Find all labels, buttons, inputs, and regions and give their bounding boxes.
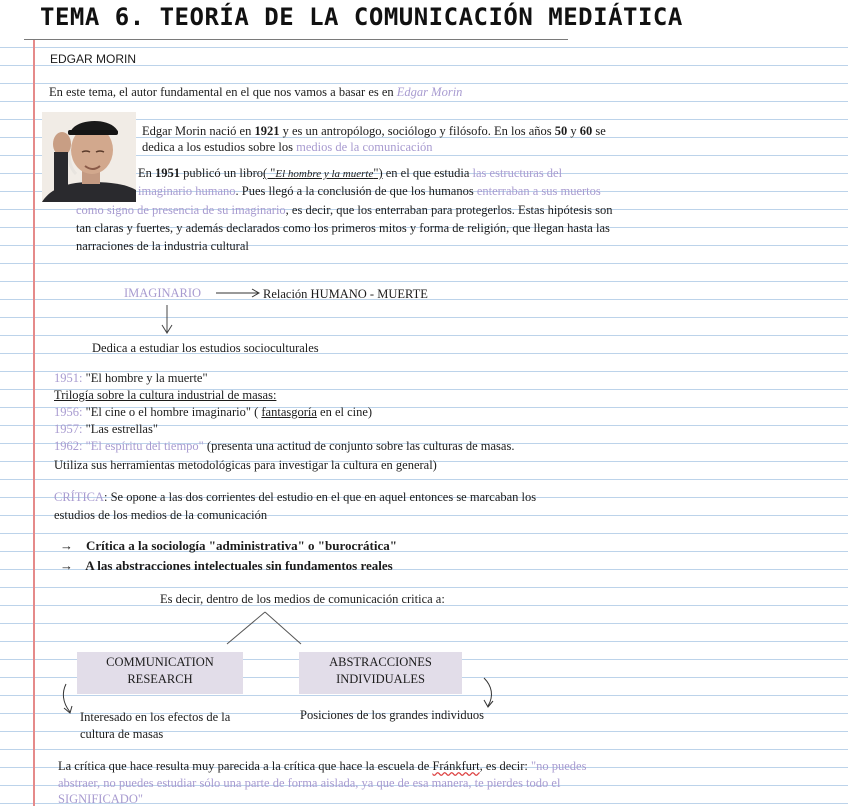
section-heading: EDGAR MORIN [50,52,137,66]
highlight-estructuras: las estructuras del [472,166,563,180]
bio-text: Edgar Morin nació en [142,124,252,138]
highlight-imaginario: imaginario humano [138,184,236,198]
point-text: A las abstracciones intelectuales sin fundamentos reales [85,558,393,573]
conclusion-line-2: abstraer, no puedes estudiar sólo una parte de forma aislada, ya que de esa manera, te pierdes todo el [58,776,561,790]
right-arrow-icon [214,287,262,299]
title-underline [24,39,568,40]
work-1951 [54,369,208,387]
dedica-label: Dedica a estudiar los estudios socioculturales [92,341,319,355]
decade-60: 60 [579,124,593,138]
bio-text: publicó un libro [183,166,263,180]
point-2 [60,557,393,575]
conclusion-line-3: SIGNIFICADO" [58,792,143,806]
book-reference [263,166,383,180]
book-year: 1951 [155,166,181,180]
bio-text: y [570,124,577,138]
work-1957 [54,420,158,438]
point-1 [60,537,397,555]
bio-text: . Pues llegó a la conclusión de que los humanos [235,184,474,198]
work-1956 [54,403,372,421]
box-label: ABSTRACCIONES [329,655,432,669]
bio-text: se [595,124,606,138]
highlight-signo: como signo de presencia de su imaginario [76,203,286,217]
note-communication-2: cultura de masas [80,727,164,741]
bio-line-3 [138,164,562,183]
highlight-enterraban: enterraban a sus muertos [476,184,601,198]
intro-text: En este tema, el autor fundamental en el que nos vamos a basar es en [49,85,394,99]
point-text: Crítica a la sociología "administrativa" o "burocrática" [86,538,397,553]
page-title: TEMA 6. TEORÍA DE LA COMUNICACIÓN MEDIÁTICA [40,3,683,31]
work-title: "El cine o el hombre imaginario" ( [85,405,259,419]
intro-author: Edgar Morin [396,85,463,99]
diagram-intro: Es decir, dentro de los medios de comunicación critica a: [160,592,445,606]
work-title: "Las estrellas" [85,422,158,436]
note-communication-1: Interesado en los efectos de la [80,710,231,724]
work-1962-continued: Utiliza sus herramientas metodológicas para investigar la cultura en general) [54,458,437,472]
arrow-icon: → [60,558,73,573]
bio-line-7: narraciones de la industria cultural [76,239,249,253]
box-abstracciones-individuales [299,652,462,694]
edgar-morin-photo [42,112,136,202]
conclusion-text: , es decir: [479,759,528,773]
notebook-margin-line [33,0,35,806]
imaginario-label: IMAGINARIO [124,286,202,300]
bio-line-5 [76,201,613,219]
work-note: fantasgoría [261,405,317,419]
work-year: 1956: [54,405,83,419]
bio-line-4 [138,182,601,200]
trilogy-heading: Trilogía sobre la cultura industrial de masas: [54,388,277,402]
down-arrow-icon [160,303,176,335]
arrow-icon: → [60,538,73,553]
work-year: 1957: [54,422,83,436]
work-year: 1962: [54,439,83,453]
critica-text: : Se opone a las dos corrientes del estudio en el que en aquel entonces se marcaban los [104,490,537,504]
book-quote-open: ( " [263,166,276,180]
box-label: COMMUNICATION [106,655,214,669]
work-year: 1951: [54,371,83,385]
bio-text: en el que estudia [385,166,470,180]
box-communication-research [77,652,243,694]
box-label: INDIVIDUALES [336,672,425,686]
birth-year: 1921 [254,124,280,138]
conclusion-quote: "no puedes [531,759,587,773]
conclusion-text: La crítica que hace resulta muy parecida a la crítica que hace la escuela de [58,759,430,773]
critica-line-1 [54,488,536,506]
work-title: "El hombre y la muerte" [85,371,208,385]
work-note: en el cine) [320,405,373,419]
frankfurt-word: Fránkfurt [432,759,480,773]
work-description: (presenta una actitud de conjunto sobre las culturas de masas. [206,439,515,453]
decade-50: 50 [554,124,568,138]
box-label: RESEARCH [127,672,193,686]
bio-line-2 [142,138,433,156]
curved-arrow-icon [60,682,82,716]
bio-text: En [138,166,152,180]
book-quote-close: ") [373,166,383,180]
highlight-medios: medios de la comunicación [296,140,433,154]
bio-text: , es decir, que los enterraban para protegerlos. Estas hipótesis son [285,203,613,217]
work-title: "El espíritu del tiempo" [85,439,204,453]
book-title: El hombre y la muerte [275,168,374,180]
critica-label: CRÍTICA [54,490,104,504]
curved-arrow-icon [478,676,500,710]
branch-lines [225,610,305,646]
bio-line-6: tan claras y fuertes, y además declarados como los primeros mitos y forma de religión, que llegan hasta las [76,221,610,235]
conclusion-line-1 [58,757,586,775]
bio-text: y es un antropólogo, sociólogo y filósofo. En los años [282,124,552,138]
note-abstracciones: Posiciones de los grandes individuos [300,708,485,722]
work-1962 [54,437,514,455]
intro-line [49,83,462,101]
relation-label: Relación HUMANO - MUERTE [263,287,428,301]
critica-line-2: estudios de los medios de la comunicación [54,508,268,522]
bio-text: dedica a los estudios sobre los [142,140,294,154]
